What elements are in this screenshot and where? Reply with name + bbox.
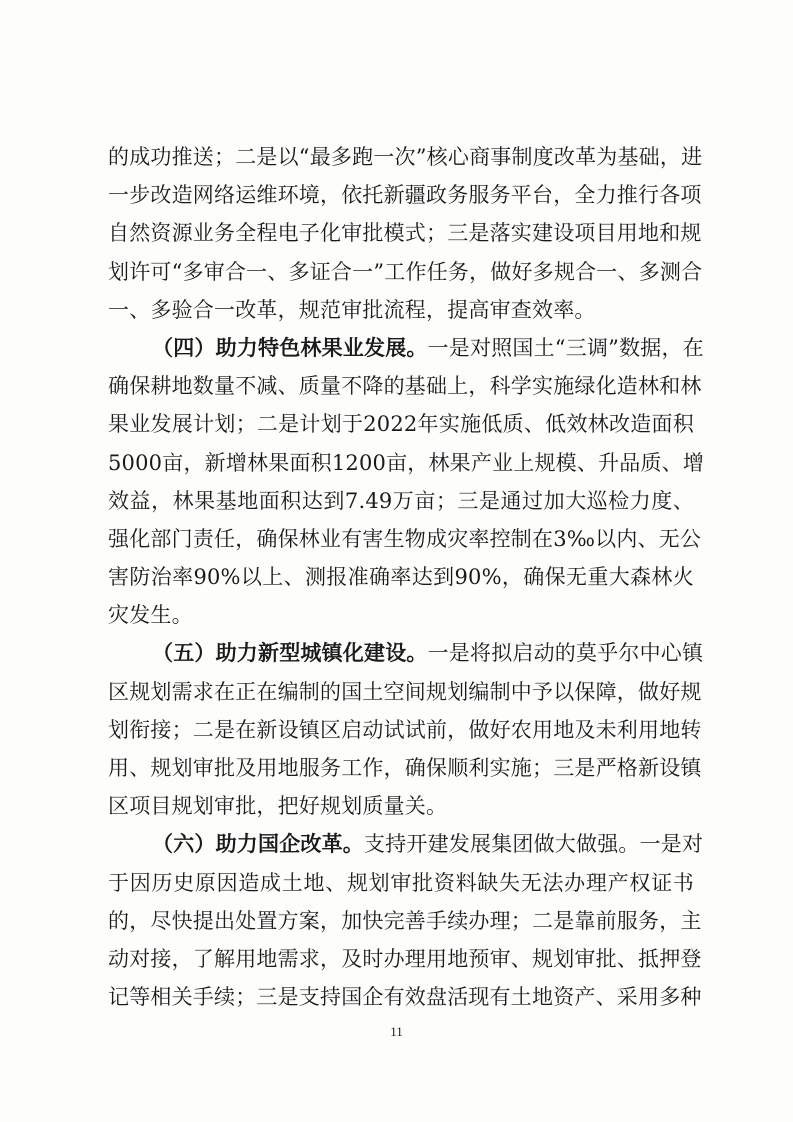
text-line: 于因历史原因造成土地、规划审批资料缺失无法办理产权证书 [108, 870, 694, 895]
text-line: 害防治率90%以上、测报准确率达到90%，确保无重大森林火 [108, 565, 694, 590]
text-line: 确保耕地数量不减、质量不降的基础上，科学实施绿化造林和林 [108, 374, 702, 399]
text-line: 记等相关手续；三是支持国企有效盘活现有土地资产、采用多种 [108, 985, 702, 1010]
text-line: 划衔接；二是在新设镇区启动试试前，做好农用地及未利用地转 [108, 717, 702, 742]
text-line: 效益，林果基地面积达到7.49万亩；三是通过加大巡检力度、 [108, 488, 694, 513]
section-heading-6: （六）助力国企改革。 [152, 832, 364, 857]
page-number: 11 [390, 1024, 403, 1039]
text-line: 强化部门责任，确保林业有害生物成灾率控制在3‰以内、无公 [108, 526, 702, 551]
text-line: 5000亩，新增林果面积1200亩，林果产业上规模、升品质、增 [108, 450, 705, 475]
text-line: 划许可“多审合一、多证合一”工作任务，做好多规合一、多测合 [108, 259, 703, 284]
body-text [108, 138, 705, 1016]
section-heading-5: （五）助力新型城镇化建设。 [152, 641, 428, 666]
text-line: 区项目规划审批，把好规划质量关。 [108, 794, 448, 819]
section-4-line: （四）助力特色林果业发展。一是对照国土“三调”数据，在 [152, 335, 704, 360]
text-line: 用、规划审批及用地服务工作，确保顺利实施；三是严格新设镇 [108, 756, 702, 780]
text-line: 的，尽快提出处置方案，加快完善手续办理；二是靠前服务，主 [108, 908, 702, 933]
text-line: 一步改造网络运维环境，依托新疆政务服务平台，全力推行各项 [108, 183, 702, 208]
text-line: 动对接，了解用地需求，及时办理用地预审、规划审批、抵押登 [108, 946, 702, 971]
text-line: 自然资源业务全程电子化审批模式；三是落实建设项目用地和规 [108, 221, 702, 246]
text-line: 区规划需求在正在编制的国土空间规划编制中予以保障，做好规 [108, 679, 702, 704]
text-line: 灾发生。 [108, 603, 193, 628]
text-line: 一、多验合一改革，规范审批流程，提高审查效率。 [108, 297, 596, 322]
section-heading-4: （四）助力特色林果业发展。 [152, 335, 428, 360]
text-line: 果业发展计划；二是计划于2022年实施低质、低效林改造面积 [108, 412, 694, 437]
text-line: 的成功推送；二是以“最多跑一次”核心商事制度改革为基础，进 [108, 145, 703, 169]
section-6-line: （六）助力国企改革。支持开建发展集团做大做强。一是对 [152, 832, 704, 857]
section-5-line: （五）助力新型城镇化建设。一是将拟启动的莫乎尔中心镇 [152, 641, 704, 666]
